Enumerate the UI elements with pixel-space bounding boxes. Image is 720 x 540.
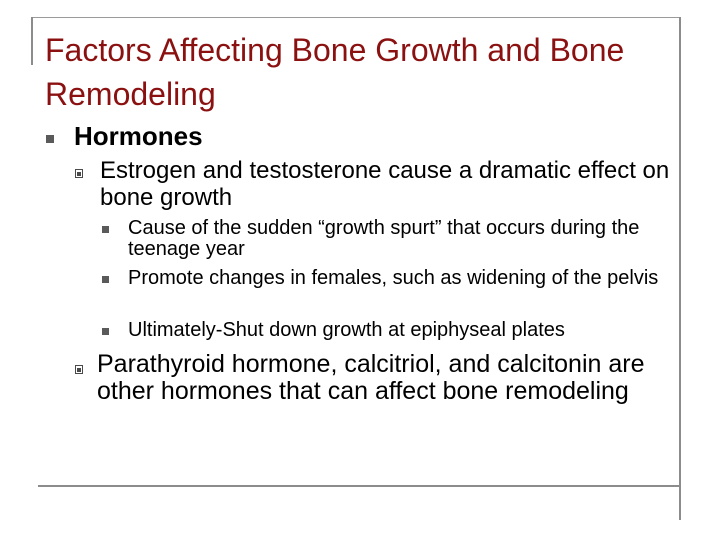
hollow-square-bullet-icon xyxy=(75,169,83,178)
subpoint-epiphyseal-plates: Ultimately-Shut down growth at epiphyseal plates xyxy=(128,319,565,341)
point-estrogen-testosterone: Estrogen and testosterone cause a dramatic effect on bone growth xyxy=(100,157,670,211)
slide-frame-right-line xyxy=(679,17,681,520)
slide-frame-top-line xyxy=(32,17,680,18)
slide-frame-bottom-line xyxy=(38,485,680,487)
subpoint-pelvis: Promote changes in females, such as widening of the pelvis xyxy=(128,267,659,289)
hollow-square-bullet-icon xyxy=(75,365,83,374)
square-bullet-icon xyxy=(102,226,109,233)
square-bullet-icon xyxy=(102,328,109,335)
square-bullet-icon xyxy=(46,135,54,143)
heading-hormones: Hormones xyxy=(74,121,203,151)
subpoint-growth-spurt: Cause of the sudden “growth spurt” that occurs during the teenage year xyxy=(128,217,640,260)
square-bullet-icon xyxy=(102,276,109,283)
slide-title: Factors Affecting Bone Growth and Bone Remodeling xyxy=(45,32,625,112)
slide-frame-left-line xyxy=(31,17,33,65)
point-parathyroid: Parathyroid hormone, calcitriol, and calcitonin are other hormones that can affect bone remodeling xyxy=(97,350,645,405)
